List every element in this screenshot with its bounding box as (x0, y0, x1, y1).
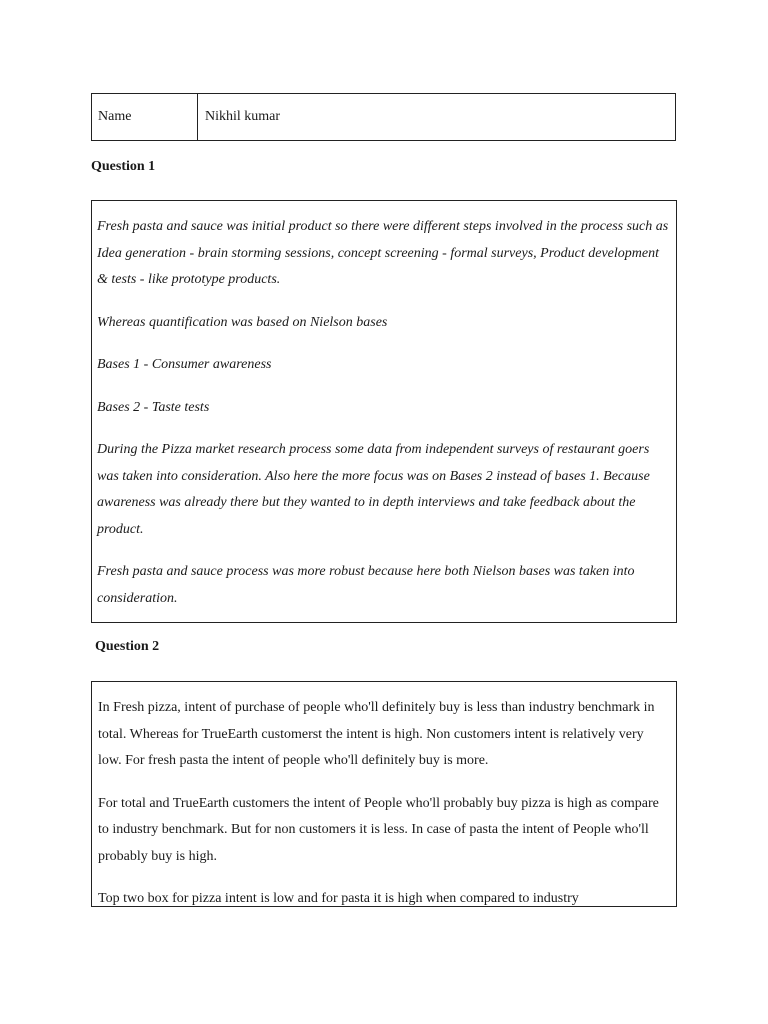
name-value: Nikhil kumar (205, 109, 281, 124)
q2-paragraph: Top two box for pizza intent is low and for pasta it is high when compared to industry (98, 891, 579, 906)
q1-paragraph: Bases 1 - Consumer awareness (97, 357, 272, 372)
question-2-answer-box (91, 681, 677, 907)
question-2-heading: Question 2 (95, 639, 160, 654)
q1-paragraph: Whereas quantification was based on Nielson bases (97, 314, 388, 330)
q1-paragraph: Bases 2 - Taste tests (97, 399, 210, 415)
q2-paragraph: In Fresh pizza, intent of purchase of people who'll definitely buy is less than industry benchmark in total. Whereas for TrueEarth customerst the intent is high. Non customers intent is relatively very low. For fresh pasta the intent of people who'll definitely buy is more. (98, 700, 655, 768)
q1-paragraph: During the Pizza market research process some data from independent surveys of restaurant goers was taken into consideration. Also here the more focus was on Bases 2 instead of bases 1. Because awareness was already there but they wanted to in depth interviews and take feedback about the product. (97, 442, 650, 537)
q1-paragraph: Fresh pasta and sauce was initial product so there were different steps involved in the process such as Idea generation - brain storming sessions, concept screening - formal surveys, Product development & tests - like prototype products. (97, 219, 669, 287)
name-table (91, 93, 676, 141)
question-1-heading: Question 1 (91, 159, 156, 174)
q2-paragraph: For total and TrueEarth customers the intent of People who'll probably buy pizza is high as compare to industry benchmark. But for non customers it is less. In case of pasta the intent of People who'll probably buy is high. (98, 795, 659, 864)
question-1-answer-box (91, 200, 677, 623)
name-label: Name (92, 94, 198, 140)
q1-paragraph: Fresh pasta and sauce process was more robust because here both Nielson bases was taken into consideration. (97, 564, 635, 606)
